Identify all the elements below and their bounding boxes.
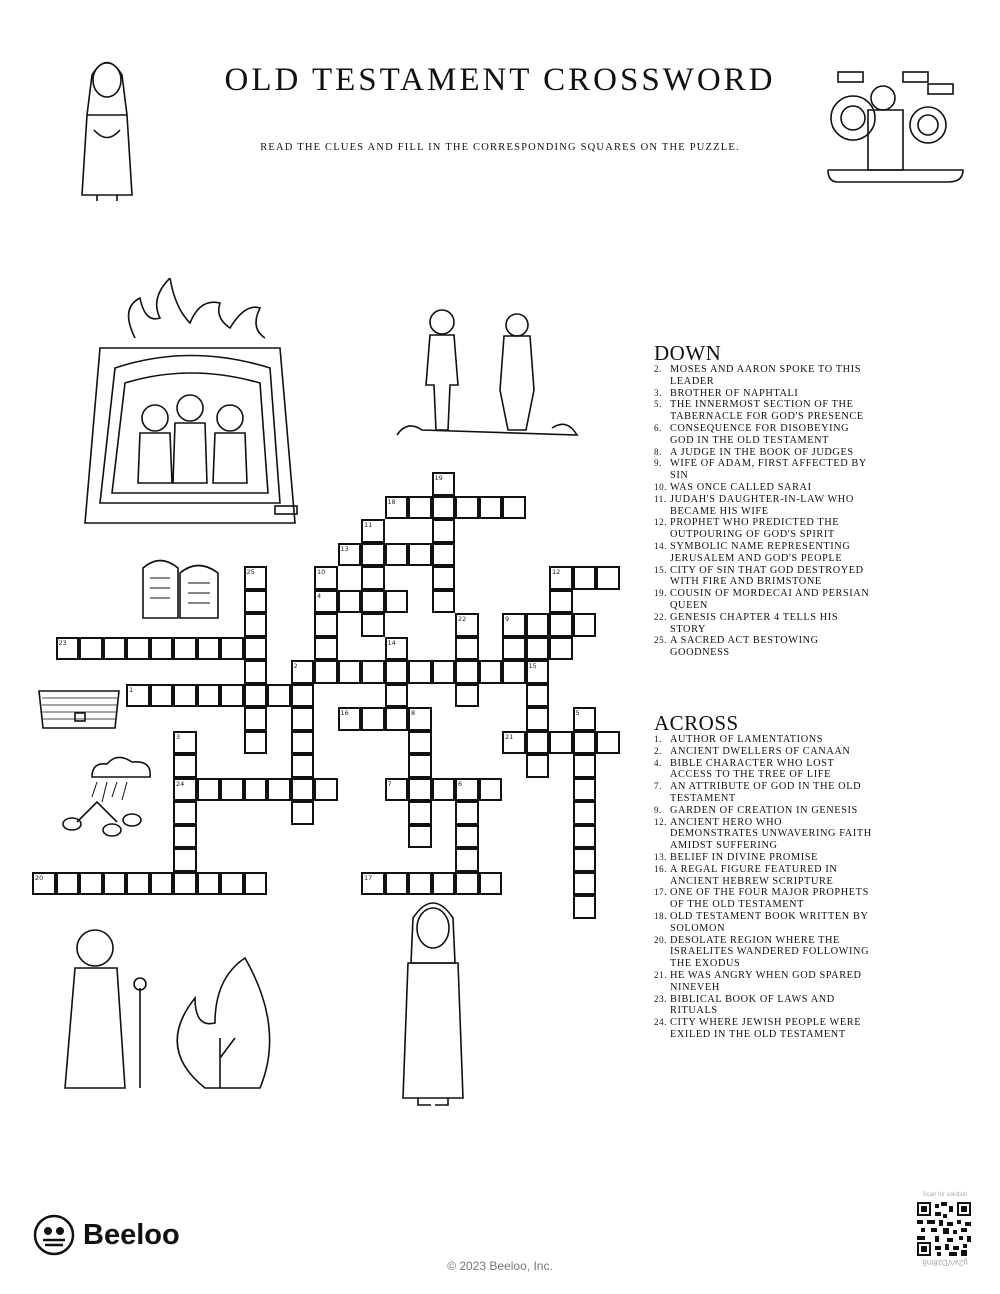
bee-icon <box>33 1214 75 1256</box>
down-clue <box>654 447 879 459</box>
clue-text: A JUDGE IN THE BOOK OF JUDGES <box>670 446 854 458</box>
across-clue <box>654 935 879 970</box>
down-clue <box>654 541 879 565</box>
grid-cell[interactable] <box>244 637 268 661</box>
grid-cell[interactable] <box>361 566 385 590</box>
clue-number: 2. <box>654 364 662 374</box>
clue-text: CONSEQUENCE FOR DISOBEYING GOD IN THE OLD TESTAMENT <box>670 422 850 446</box>
grid-cell[interactable] <box>56 637 80 661</box>
grid-cell[interactable] <box>432 543 456 567</box>
down-clue <box>654 458 879 482</box>
plagues-illustration <box>52 752 162 837</box>
qr-label: Scan for solution <box>922 1192 968 1198</box>
grid-cell[interactable] <box>361 543 385 567</box>
grid-cell[interactable] <box>526 707 550 731</box>
grid-cell[interactable] <box>244 566 268 590</box>
clue-number: 18. <box>654 910 668 921</box>
clue-text: GARDEN OF CREATION IN GENESIS <box>670 804 858 816</box>
grid-cell[interactable] <box>596 566 620 590</box>
grid-cell[interactable] <box>79 637 103 661</box>
grid-cell[interactable] <box>408 731 432 755</box>
grid-cell[interactable] <box>220 872 244 896</box>
grid-cell[interactable] <box>526 637 550 661</box>
clue-number: 14 <box>387 638 396 647</box>
woman-illustration-bottom <box>393 893 473 1108</box>
daniel-lions-illustration <box>818 70 968 185</box>
grid-cell[interactable] <box>361 590 385 614</box>
qr-code-id: g2wVDz8m6 <box>922 1258 968 1267</box>
clue-number: 15 <box>528 662 537 670</box>
fiery-furnace-illustration <box>80 278 320 528</box>
grid-cell[interactable] <box>573 731 597 755</box>
clue-number: 4. <box>654 757 662 768</box>
grid-cell[interactable] <box>150 637 174 661</box>
grid-cell[interactable] <box>408 872 432 896</box>
grid-cell[interactable] <box>338 707 362 731</box>
grid-cell[interactable] <box>126 872 150 896</box>
grid-cell[interactable] <box>502 496 526 520</box>
grid-cell[interactable] <box>385 707 409 731</box>
grid-cell[interactable] <box>573 707 597 731</box>
grid-cell[interactable] <box>314 637 338 661</box>
grid-cell[interactable] <box>573 778 597 802</box>
clue-number: 19 <box>434 474 443 482</box>
grid-cell[interactable] <box>267 778 291 802</box>
clue-text: BIBLE CHARACTER WHO LOST ACCESS TO THE TREE OF LIFE <box>670 757 835 781</box>
grid-cell[interactable] <box>385 872 409 896</box>
grid-cell[interactable] <box>479 872 503 896</box>
clue-number: 23 <box>58 638 67 647</box>
grid-cell[interactable] <box>432 472 456 496</box>
clue-number: 13 <box>340 544 349 553</box>
grid-cell[interactable] <box>455 684 479 708</box>
grid-cell[interactable] <box>79 872 103 896</box>
grid-cell[interactable] <box>103 872 127 896</box>
across-clue <box>654 970 879 994</box>
grid-cell[interactable] <box>314 778 338 802</box>
grid-cell[interactable] <box>173 637 197 661</box>
clue-number: 2. <box>654 745 662 756</box>
grid-cell[interactable] <box>291 801 315 825</box>
grid-cell[interactable] <box>361 613 385 637</box>
grid-cell[interactable] <box>385 543 409 567</box>
noahs-ark-illustration <box>37 683 122 733</box>
across-clue <box>654 887 879 911</box>
down-clue <box>654 494 879 518</box>
clue-text: CITY OF SIN THAT GOD DESTROYED WITH FIRE AND BRIMSTONE <box>670 564 864 588</box>
clue-number: 18 <box>387 497 396 506</box>
clue-number: 5. <box>654 399 662 410</box>
woman-illustration-top-left <box>72 55 142 205</box>
clue-text: WAS ONCE CALLED SARAI <box>670 481 812 493</box>
grid-cell[interactable] <box>573 801 597 825</box>
down-clues <box>654 342 879 659</box>
grid-cell[interactable] <box>479 660 503 684</box>
clue-number: 1. <box>654 734 662 744</box>
grid-cell[interactable] <box>596 731 620 755</box>
clue-text: COUSIN OF MORDECAI AND PERSIAN QUEEN <box>670 588 870 611</box>
clue-number: 17. <box>654 887 668 898</box>
grid-cell[interactable] <box>455 660 479 684</box>
grid-cell[interactable] <box>361 872 385 896</box>
grid-cell[interactable] <box>126 637 150 661</box>
grid-cell[interactable] <box>291 660 315 684</box>
grid-cell[interactable] <box>549 613 573 637</box>
clue-number: 23. <box>654 993 668 1004</box>
down-clue <box>654 388 879 400</box>
grid-cell[interactable] <box>361 660 385 684</box>
grid-cell[interactable] <box>173 801 197 825</box>
clue-number: 9. <box>654 804 662 815</box>
down-clue <box>654 635 879 659</box>
grid-cell[interactable] <box>526 684 550 708</box>
grid-cell[interactable] <box>432 590 456 614</box>
clue-text: HE WAS ANGRY WHEN GOD SPARED NINEVEH <box>670 969 862 993</box>
grid-cell[interactable] <box>338 543 362 567</box>
clue-number: 12. <box>654 816 668 827</box>
grid-cell[interactable] <box>220 684 244 708</box>
grid-cell[interactable] <box>408 778 432 802</box>
grid-cell[interactable] <box>526 613 550 637</box>
clue-number: 20. <box>654 934 668 945</box>
clue-text: AN ATTRIBUTE OF GOD IN THE OLD TESTAMENT <box>670 781 862 804</box>
moses-burning-bush-illustration <box>45 918 285 1093</box>
clue-number: 19. <box>654 588 668 599</box>
clue-text: GENESIS CHAPTER 4 TELLS HIS STORY <box>670 611 839 635</box>
grid-cell[interactable] <box>432 566 456 590</box>
grid-cell[interactable] <box>549 731 573 755</box>
grid-cell[interactable] <box>291 684 315 708</box>
clue-number: 20 <box>35 873 44 882</box>
clue-text: CITY WHERE JEWISH PEOPLE WERE EXILED IN THE OLD TESTAMENT <box>670 1017 862 1040</box>
grid-cell[interactable] <box>455 613 479 637</box>
grid-cell[interactable] <box>338 660 362 684</box>
clue-text: JUDAH'S DAUGHTER-IN-LAW WHO BECAME HIS WIFE <box>670 493 854 517</box>
grid-cell[interactable] <box>526 731 550 755</box>
grid-cell[interactable] <box>244 731 268 755</box>
clue-text: A SACRED ACT BESTOWING GOODNESS <box>670 635 819 659</box>
clue-number: 22. <box>654 611 668 622</box>
across-clues <box>654 712 879 1041</box>
clue-number: 9. <box>654 458 662 469</box>
brand-name: Beeloo <box>83 1218 180 1251</box>
clue-text: OLD TESTAMENT BOOK WRITTEN BY SOLOMON <box>670 910 869 934</box>
grid-cell[interactable] <box>314 613 338 637</box>
grid-cell[interactable] <box>526 754 550 778</box>
grid-cell[interactable] <box>173 872 197 896</box>
grid-cell[interactable] <box>502 613 526 637</box>
clue-text: SYMBOLIC NAME REPRESENTING JERUSALEM AND GOD'S PEOPLE <box>670 540 851 564</box>
grid-cell[interactable] <box>385 660 409 684</box>
grid-cell[interactable] <box>432 872 456 896</box>
grid-cell[interactable] <box>220 637 244 661</box>
clue-number: 8. <box>654 446 662 457</box>
grid-cell[interactable] <box>549 590 573 614</box>
grid-cell[interactable] <box>56 872 80 896</box>
grid-cell[interactable] <box>573 613 597 637</box>
stone-tablets-illustration <box>138 553 228 623</box>
clue-text: ONE OF THE FOUR MAJOR PROPHETS OF THE OLD TESTAMENT <box>670 887 869 911</box>
grid-cell[interactable] <box>502 637 526 661</box>
beeloo-logo <box>33 1214 180 1256</box>
adam-eve-illustration <box>392 300 582 440</box>
clue-number: 8 <box>411 709 416 717</box>
down-clue <box>654 423 879 447</box>
grid-cell[interactable] <box>573 848 597 872</box>
instructions: READ THE CLUES AND FILL IN THE CORRESPONDING SQUARES ON THE PUZZLE. <box>260 142 740 153</box>
clue-number: 16 <box>340 709 349 717</box>
down-clue <box>654 364 879 388</box>
grid-cell[interactable] <box>244 707 268 731</box>
grid-cell[interactable] <box>103 637 127 661</box>
across-clue <box>654 746 879 758</box>
clue-number: 25. <box>654 635 668 646</box>
page-title: OLD TESTAMENT CROSSWORD <box>224 62 776 98</box>
grid-cell[interactable] <box>432 496 456 520</box>
grid-cell[interactable] <box>291 707 315 731</box>
clue-number: 25 <box>246 568 255 576</box>
grid-cell[interactable] <box>408 801 432 825</box>
clue-number: 16. <box>654 863 668 874</box>
clue-number: 15. <box>654 564 668 575</box>
clue-number: 5 <box>575 709 580 717</box>
grid-cell[interactable] <box>173 731 197 755</box>
clue-text: BELIEF IN DIVINE PROMISE <box>670 851 818 863</box>
grid-cell[interactable] <box>526 660 550 684</box>
grid-cell[interactable] <box>173 778 197 802</box>
grid-cell[interactable] <box>314 590 338 614</box>
grid-cell[interactable] <box>291 778 315 802</box>
grid-cell[interactable] <box>150 872 174 896</box>
clue-text: PROPHET WHO PREDICTED THE OUTPOURING OF GOD'S SPIRIT <box>670 517 840 541</box>
grid-cell[interactable] <box>455 872 479 896</box>
grid-cell[interactable] <box>455 848 479 872</box>
grid-cell[interactable] <box>408 660 432 684</box>
across-clue <box>654 817 879 852</box>
clue-number: 10. <box>654 481 668 492</box>
grid-cell[interactable] <box>173 684 197 708</box>
grid-cell[interactable] <box>197 872 221 896</box>
grid-cell[interactable] <box>549 637 573 661</box>
clue-number: 3. <box>654 387 662 398</box>
grid-cell[interactable] <box>408 496 432 520</box>
grid-cell[interactable] <box>314 660 338 684</box>
grid-cell[interactable] <box>408 825 432 849</box>
clue-text: AUTHOR OF LAMENTATIONS <box>670 734 824 745</box>
down-clue <box>654 517 879 541</box>
grid-cell[interactable] <box>361 519 385 543</box>
grid-cell[interactable] <box>573 895 597 919</box>
across-clue <box>654 805 879 817</box>
grid-cell[interactable] <box>455 825 479 849</box>
clue-number: 24. <box>654 1017 668 1028</box>
grid-cell[interactable] <box>244 872 268 896</box>
grid-cell[interactable] <box>220 778 244 802</box>
clue-number: 10 <box>317 568 326 576</box>
clue-number: 2 <box>293 662 298 670</box>
grid-cell[interactable] <box>573 754 597 778</box>
clue-number: 12. <box>654 517 668 528</box>
grid-cell[interactable] <box>338 590 362 614</box>
grid-cell[interactable] <box>197 637 221 661</box>
grid-cell[interactable] <box>385 637 409 661</box>
grid-cell[interactable] <box>244 778 268 802</box>
grid-cell[interactable] <box>385 496 409 520</box>
copyright: © 2023 Beeloo, Inc. <box>447 1259 553 1273</box>
grid-cell[interactable] <box>267 684 291 708</box>
clue-number: 7 <box>387 779 392 788</box>
clue-text: DESOLATE REGION WHERE THE ISRAELITES WANDERED FOLLOWING THE EXODUS <box>670 934 870 970</box>
clue-number: 6 <box>458 779 463 788</box>
grid-cell[interactable] <box>150 684 174 708</box>
grid-cell[interactable] <box>455 496 479 520</box>
across-clue <box>654 1017 879 1041</box>
across-clue <box>654 852 879 864</box>
grid-cell[interactable] <box>314 566 338 590</box>
grid-cell[interactable] <box>197 778 221 802</box>
grid-cell[interactable] <box>573 872 597 896</box>
grid-cell[interactable] <box>291 731 315 755</box>
grid-cell[interactable] <box>502 731 526 755</box>
grid-cell[interactable] <box>408 707 432 731</box>
clue-text: BIBLICAL BOOK OF LAWS AND RITUALS <box>670 993 835 1017</box>
across-clue <box>654 758 879 782</box>
grid-cell[interactable] <box>408 543 432 567</box>
across-clue <box>654 911 879 935</box>
clue-number: 11. <box>654 493 667 504</box>
grid-cell[interactable] <box>455 637 479 661</box>
clue-number: 1 <box>129 685 134 694</box>
grid-cell[interactable] <box>32 872 56 896</box>
down-heading: DOWN <box>654 341 722 365</box>
clue-text: MOSES AND AARON SPOKE TO THIS LEADER <box>670 364 862 387</box>
grid-cell[interactable] <box>385 590 409 614</box>
grid-cell[interactable] <box>455 801 479 825</box>
clue-text: BROTHER OF NAPHTALI <box>670 387 799 399</box>
grid-cell[interactable] <box>502 660 526 684</box>
grid-cell[interactable] <box>173 848 197 872</box>
clue-number: 3 <box>176 732 181 741</box>
clue-number: 22 <box>458 615 467 623</box>
across-heading: ACROSS <box>654 711 739 735</box>
clue-number: 9 <box>505 615 510 623</box>
clue-text: ANCIENT DWELLERS OF CANAAN <box>670 745 851 757</box>
grid-cell[interactable] <box>244 660 268 684</box>
across-clue <box>654 994 879 1018</box>
down-clue <box>654 565 879 589</box>
down-clue <box>654 482 879 494</box>
grid-cell[interactable] <box>573 825 597 849</box>
clue-number: 12 <box>552 568 561 576</box>
clue-number: 21 <box>505 732 514 741</box>
grid-cell[interactable] <box>126 684 150 708</box>
down-clue <box>654 399 879 423</box>
grid-cell[interactable] <box>479 496 503 520</box>
down-clue <box>654 588 879 612</box>
grid-cell[interactable] <box>385 778 409 802</box>
grid-cell[interactable] <box>573 566 597 590</box>
clue-number: 13. <box>654 851 668 862</box>
grid-cell[interactable] <box>432 519 456 543</box>
grid-cell[interactable] <box>291 754 315 778</box>
qr-code-icon[interactable] <box>917 1202 971 1256</box>
clue-text: THE INNERMOST SECTION OF THE TABERNACLE FOR GOD'S PRESENCE <box>670 399 864 423</box>
clue-text: WIFE OF ADAM, FIRST AFFECTED BY SIN <box>670 458 867 482</box>
across-clue <box>654 734 879 746</box>
grid-cell[interactable] <box>244 684 268 708</box>
grid-cell[interactable] <box>361 707 385 731</box>
clue-number: 17 <box>364 873 373 882</box>
clue-number: 7. <box>654 781 662 792</box>
grid-cell[interactable] <box>479 778 503 802</box>
grid-cell[interactable] <box>244 590 268 614</box>
clue-number: 21. <box>654 969 668 980</box>
clue-number: 11 <box>364 521 373 529</box>
clue-number: 14. <box>654 540 668 551</box>
grid-cell[interactable] <box>173 754 197 778</box>
grid-cell[interactable] <box>455 778 479 802</box>
clue-number: 4 <box>317 591 322 600</box>
across-clue <box>654 864 879 888</box>
clue-number: 6. <box>654 422 662 433</box>
grid-cell[interactable] <box>432 778 456 802</box>
grid-cell[interactable] <box>173 825 197 849</box>
grid-cell[interactable] <box>408 754 432 778</box>
across-clue <box>654 781 879 805</box>
clue-text: ANCIENT HERO WHO DEMONSTRATES UNWAVERING FAITH AMIDST SUFFERING <box>670 816 872 852</box>
grid-cell[interactable] <box>385 684 409 708</box>
grid-cell[interactable] <box>197 684 221 708</box>
grid-cell[interactable] <box>549 566 573 590</box>
grid-cell[interactable] <box>432 660 456 684</box>
down-clue <box>654 612 879 636</box>
clue-number: 24 <box>176 779 185 788</box>
grid-cell[interactable] <box>244 613 268 637</box>
clue-text: A REGAL FIGURE FEATURED IN ANCIENT HEBREW SCRIPTURE <box>670 863 838 887</box>
